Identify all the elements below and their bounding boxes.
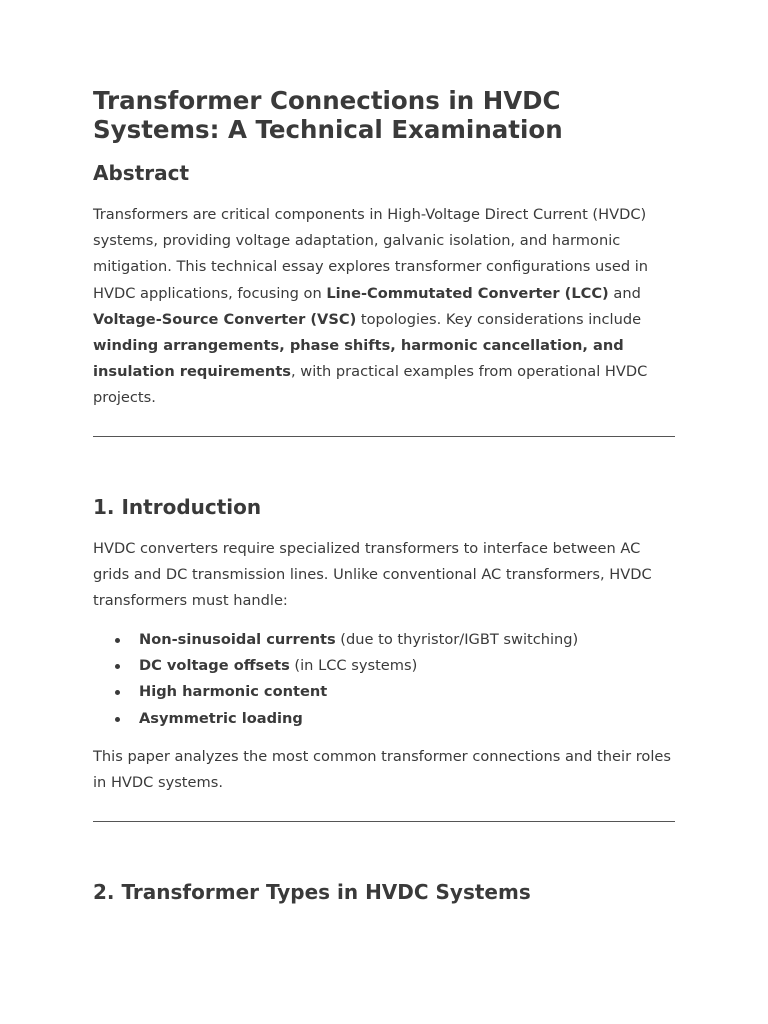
introduction-bullet-list [93,627,675,732]
abstract-bold-vsc: Voltage-Source Converter (VSC) [93,310,357,328]
bullet-bold: High harmonic content [139,683,328,701]
abstract-text-3: topologies. Key considerations include [356,310,642,328]
document-title: Transformer Connections in HVDC Systems: A Technical Examination [93,86,563,144]
bullet-icon [115,690,120,695]
introduction-heading: 1. Introduction [93,495,262,519]
abstract-bold-lcc: Line-Commutated Converter (LCC) [326,284,609,302]
list-item [93,679,675,705]
list-item [93,627,675,653]
bullet-bold: Non-sinusoidal currents [139,631,336,648]
bullet-text: (due to thyristor/IGBT switching) [335,631,579,648]
abstract-text-1: Transformers are critical components in High-Voltage Direct Current (HVDC) systems, providing voltage adaptation, galvanic isolation, and harmonic mitigation. This technical essay explores transformer configurations used in HVDC applications, focusing on [93,206,649,302]
section-divider [93,821,675,822]
abstract-heading: Abstract [93,161,190,185]
bullet-bold: Asymmetric loading [139,709,303,727]
abstract-text-4: , with practical examples from operational HVDC projects. [93,363,648,407]
section2-heading: 2. Transformer Types in HVDC Systems [93,880,531,904]
bullet-bold: DC voltage offsets [139,657,290,675]
bullet-icon [115,638,120,643]
introduction-closing-paragraph: This paper analyzes the most common transformer connections and their roles in HVDC systems. [93,748,671,792]
abstract-bold-considerations: winding arrangements, phase shifts, harmonic cancellation, and insulation requirements [93,337,624,381]
introduction-paragraph: HVDC converters require specialized transformers to interface between AC grids and DC transmission lines. Unlike conventional AC transformers, HVDC transformers must handle: [93,540,652,610]
abstract-text-2: and [608,284,641,302]
abstract-paragraph [93,202,675,412]
bullet-icon [115,664,120,669]
list-item [93,706,675,732]
list-item [93,653,675,679]
bullet-text: (in LCC systems) [289,657,418,675]
bullet-icon [115,717,120,722]
section-divider [93,436,675,437]
